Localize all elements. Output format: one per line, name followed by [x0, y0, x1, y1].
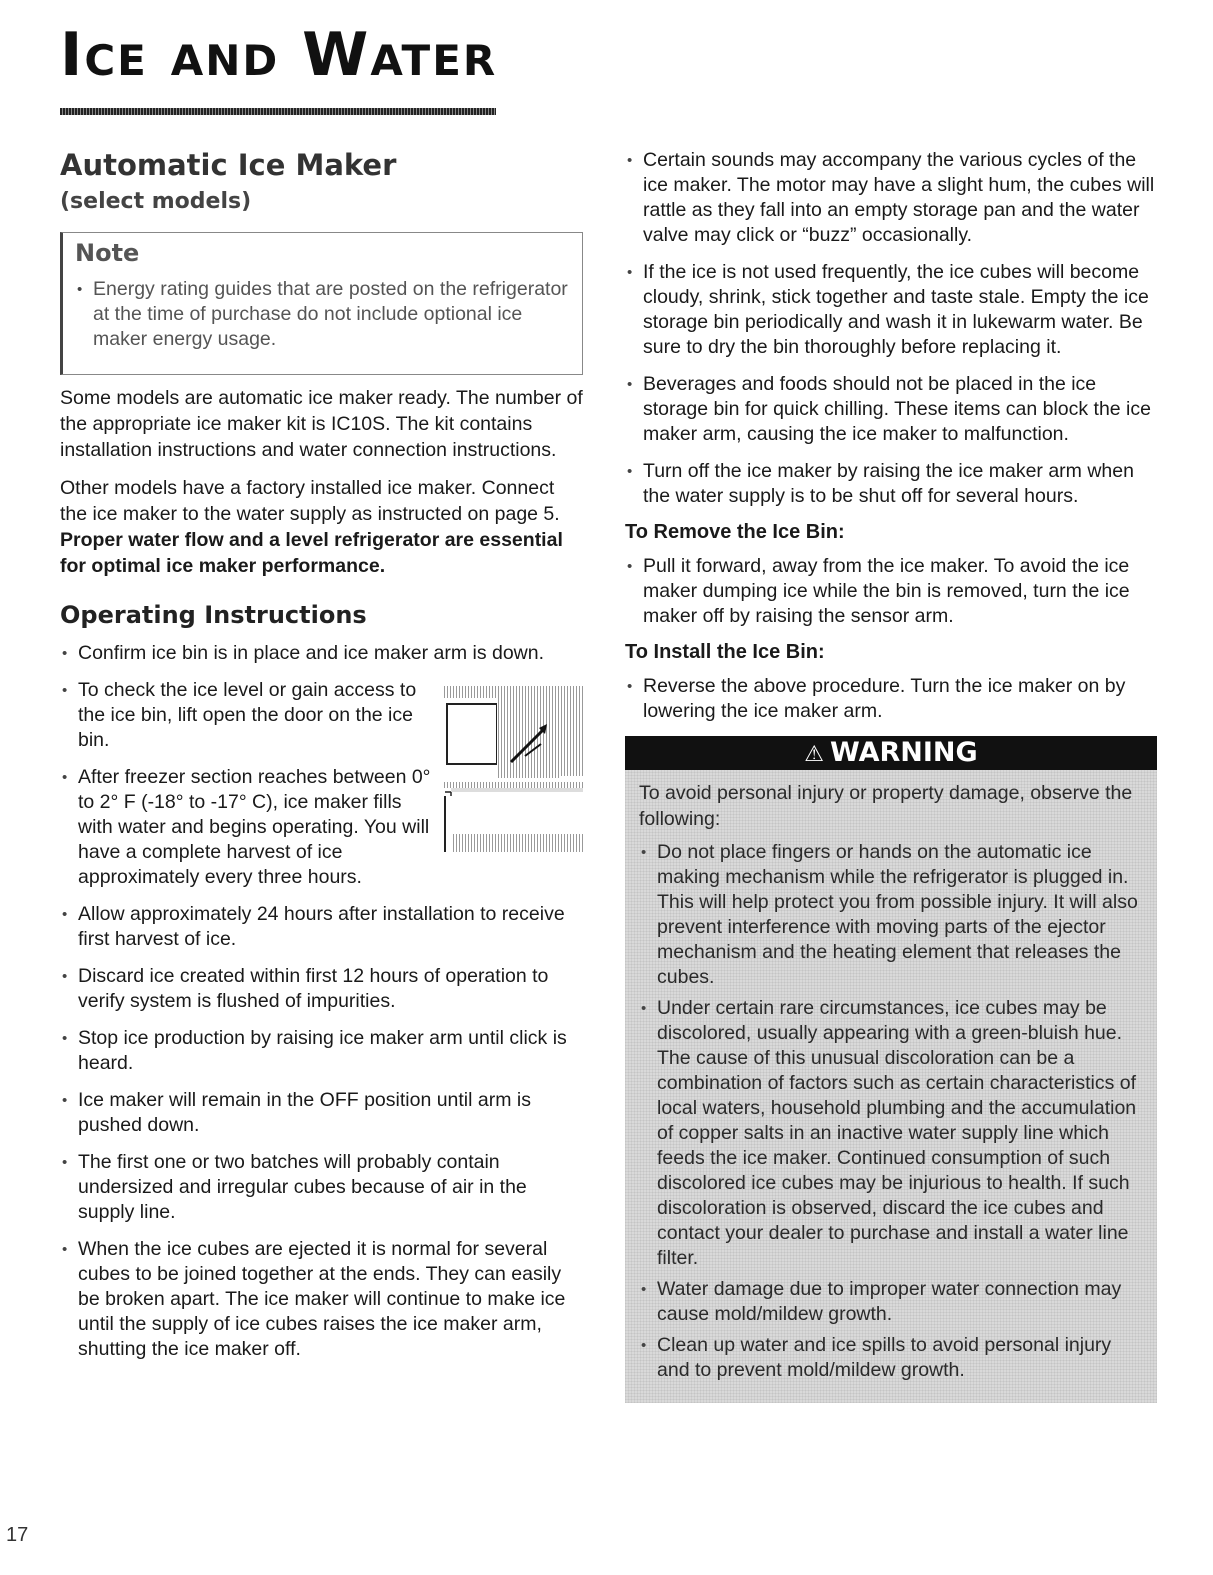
- section-subtitle: (select models): [60, 188, 252, 214]
- list-item: • Allow approximately 24 hours after installation to receive first harvest of ice.: [60, 902, 585, 952]
- factory-text: Other models have a factory installed ice maker. Connect the ice maker to the water supply as instructed on page 5.: [60, 476, 560, 525]
- title-rule: [60, 108, 496, 115]
- left-column: [60, 148, 585, 1374]
- list-item: • Clean up water and ice spills to avoid personal injury and to prevent mold/mildew growth.: [639, 1333, 1141, 1383]
- list-item: • Certain sounds may accompany the various cycles of the ice maker. The motor may have a slight hum, the cubes will rattle as they fall into an empty storage pan and the water valve may click or “buzz” occasionally.: [625, 148, 1155, 248]
- list-item: • After freezer section reaches between 0° to 2° F (-18° to -17° C), ice maker fills with water and begins operating. You will have a complete harvest of ice approximately every three hours.: [60, 765, 585, 890]
- list-item: • Under certain rare circumstances, ice cubes may be discolored, usually appearing with a green-bluish hue. The cause of this unusual discoloration can be a combination of factors such as certain characteristics of local waters, household plumbing and the accumulation of copper salts in an inactive water supply line which feeds the ice maker. Continued consumption of such discolored ice cubes may be injurious to health. If such discoloration is observed, discard the ice cubes and contact your dealer to purchase and install a water line filter.: [639, 996, 1141, 1271]
- list-item: • Turn off the ice maker by raising the ice maker arm when the water supply is to be shut off for several hours.: [625, 459, 1155, 509]
- right-column: [625, 148, 1155, 1403]
- note-title: Note: [75, 238, 140, 267]
- list-item: • The first one or two batches will probably contain undersized and irregular cubes because of air in the supply line.: [60, 1150, 585, 1225]
- warning-triangle-icon: ⚠: [804, 742, 825, 767]
- page-number: 17: [6, 1524, 29, 1546]
- list-item: • Confirm ice bin is in place and ice maker arm is down.: [60, 641, 585, 666]
- list-item: • Reverse the above procedure. Turn the ice maker on by lowering the ice maker arm.: [625, 674, 1155, 724]
- section-title: Automatic Ice Maker: [60, 148, 397, 182]
- page-title: Ice and Water: [60, 20, 498, 90]
- list-item: [60, 678, 585, 753]
- note-item: • Energy rating guides that are posted on the refrigerator at the time of purchase do not include optional ice maker energy usage.: [75, 277, 568, 352]
- operating-instructions-title: Operating Instructions: [60, 600, 367, 629]
- factory-paragraph: [60, 475, 585, 579]
- list-item: • Beverages and foods should not be placed in the ice storage bin for quick chilling. These items can block the ice maker arm, causing the ice maker to malfunction.: [625, 372, 1155, 447]
- warning-box: [625, 736, 1157, 1403]
- warning-title: WARNING: [830, 737, 978, 768]
- install-bin-list: [625, 674, 1155, 724]
- list-item: • When the ice cubes are ejected it is normal for several cubes to be joined together at the ends. They can easily be broken apart. The ice maker will continue to make ice until the supply of ice cubes raises the ice maker arm, shutting the ice maker off.: [60, 1237, 585, 1362]
- list-item: • Pull it forward, away from the ice maker. To avoid the ice maker dumping ice while the bin is removed, turn the ice maker off by raising the sensor arm.: [625, 554, 1155, 629]
- remove-bin-list: [625, 554, 1155, 629]
- list-item: • Stop ice production by raising ice maker arm until click is heard.: [60, 1026, 585, 1076]
- install-bin-title: To Install the Ice Bin:: [625, 641, 825, 663]
- list-item: • If the ice is not used frequently, the ice cubes will become cloudy, shrink, stick together and taste stale. Empty the ice storage bin periodically and wash it in lukewarm water. Be sure to dry the bin thoroughly before replacing it.: [625, 260, 1155, 360]
- warning-header: [625, 736, 1157, 770]
- note-box: [60, 232, 583, 375]
- ice-tips-list: [625, 148, 1155, 509]
- warning-list: [625, 840, 1157, 1383]
- list-item: • Discard ice created within first 12 hours of operation to verify system is flushed of impurities.: [60, 964, 585, 1014]
- essential-statement: Proper water flow and a level refrigerator are essential for optimal ice maker performance.: [60, 528, 563, 577]
- list-item: • Water damage due to improper water connection may cause mold/mildew growth.: [639, 1277, 1141, 1327]
- operating-list: [60, 641, 585, 1362]
- warning-intro: To avoid personal injury or property damage, observe the following:: [639, 782, 1133, 830]
- note-list: [75, 277, 568, 352]
- kit-paragraph: Some models are automatic ice maker ready. The number of the appropriate ice maker kit is IC10S. The kit contains installation instructions and water connection instructions.: [60, 386, 583, 461]
- list-item: • Do not place fingers or hands on the automatic ice making mechanism while the refrigerator is plugged in. This will help protect you from possible injury. It will also prevent interference with moving parts of the ejector mechanism and the heating element that releases the cubes.: [639, 840, 1141, 990]
- remove-bin-title: To Remove the Ice Bin:: [625, 521, 845, 543]
- list-item-text: To check the ice level or gain access to the ice bin, lift open the door on the ice bin.: [78, 678, 417, 751]
- list-item: • Ice maker will remain in the OFF position until arm is pushed down.: [60, 1088, 585, 1138]
